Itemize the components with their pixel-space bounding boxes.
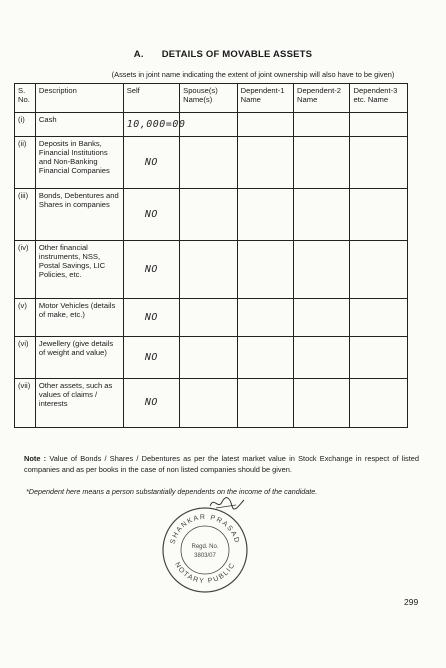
handwritten-value: NO	[144, 263, 158, 275]
handwritten-value: 10,000=00	[126, 118, 186, 130]
row-sno: (iv)	[15, 241, 36, 299]
row-spouse-cell	[180, 299, 237, 337]
row-dep2-cell	[294, 241, 350, 299]
row-description: Jewellery (give details of weight and value)	[35, 337, 123, 379]
row-self-value	[123, 241, 179, 299]
svg-text:NOTARY PUBLIC	[173, 561, 237, 585]
row-description: Cash	[35, 113, 123, 137]
row-description: Deposits in Banks, Financial Institutions and Non-Banking Financial Companies	[35, 137, 123, 189]
row-spouse-cell	[180, 189, 237, 241]
table-row	[15, 299, 408, 337]
row-spouse-cell	[180, 241, 237, 299]
header-self: Self	[123, 84, 179, 113]
row-description: Motor Vehicles (details of make, etc.)	[35, 299, 123, 337]
stamp-bottom-text: NOTARY PUBLIC	[173, 561, 237, 586]
header-dependent-1: Dependent-1 Name	[237, 84, 293, 113]
row-dep1-cell	[237, 299, 293, 337]
row-self-value	[123, 189, 179, 241]
row-dep3-cell	[350, 241, 408, 299]
table-row	[15, 113, 408, 137]
row-dep1-cell	[237, 189, 293, 241]
row-spouse-cell	[180, 379, 237, 428]
row-dep2-cell	[294, 113, 350, 137]
row-description: Other assets, such as values of claims / interests	[35, 379, 123, 428]
footnote: *Dependent here means a person substantially dependents on the income of the candidate.	[26, 487, 318, 496]
stamp-top-text: SHANKAR PRASAD	[169, 513, 241, 545]
row-dep3-cell	[350, 299, 408, 337]
row-dep3-cell	[350, 337, 408, 379]
stamp-regd-label: Regd. No.	[191, 544, 219, 550]
header-dependent-3: Dependent-3 etc. Name	[350, 84, 408, 113]
section-subheading: (Assets in joint name indicating the extent of joint ownership will also have to be given)	[111, 70, 395, 79]
stamp-regd-number: 3803/07	[194, 553, 216, 559]
note-label: Note :	[24, 454, 47, 463]
header-description: Description	[35, 84, 123, 113]
row-dep2-cell	[294, 337, 350, 379]
header-spouse: Spouse(s) Name(s)	[180, 84, 237, 113]
row-dep1-cell	[237, 137, 293, 189]
row-description: Other financial instruments, NSS, Postal Savings, LIC Policies, etc.	[35, 241, 123, 299]
handwritten-value: NO	[144, 311, 158, 323]
table-row	[15, 337, 408, 379]
handwritten-value: NO	[144, 208, 158, 220]
row-dep3-cell	[350, 189, 408, 241]
section-heading	[0, 49, 446, 60]
row-dep1-cell	[237, 379, 293, 428]
table-row	[15, 137, 408, 189]
row-dep1-cell	[237, 241, 293, 299]
row-spouse-cell	[180, 137, 237, 189]
row-dep3-cell	[350, 379, 408, 428]
row-sno: (i)	[15, 113, 36, 137]
row-dep3-cell	[350, 137, 408, 189]
section-title: DETAILS OF MOVABLE ASSETS	[161, 49, 313, 60]
handwritten-value: NO	[144, 156, 158, 168]
row-sno: (ii)	[15, 137, 36, 189]
row-dep2-cell	[294, 189, 350, 241]
section-number: A.	[133, 49, 144, 60]
row-dep1-cell	[237, 337, 293, 379]
row-spouse-cell	[180, 337, 237, 379]
notary-stamp	[160, 504, 250, 596]
row-dep2-cell	[294, 379, 350, 428]
table-header-row	[15, 84, 408, 113]
row-dep2-cell	[294, 137, 350, 189]
row-dep1-cell	[237, 113, 293, 137]
row-self-value	[123, 113, 186, 137]
table-row	[15, 379, 408, 428]
row-self-value	[123, 137, 179, 189]
row-self-value	[123, 299, 179, 337]
row-dep2-cell	[294, 299, 350, 337]
note	[24, 453, 419, 476]
row-sno: (vii)	[15, 379, 36, 428]
svg-text:SHANKAR PRASAD	[170, 514, 241, 545]
row-description: Bonds, Debentures and Shares in companies	[35, 189, 123, 241]
row-self-value	[123, 379, 179, 428]
table-row	[15, 241, 408, 299]
row-self-value	[123, 337, 179, 379]
row-sno: (iii)	[15, 189, 36, 241]
row-sno: (vi)	[15, 337, 36, 379]
note-text: Value of Bonds / Shares / Debentures as per the latest market value in Stock Exchange in respect of listed companies and as per books in the case of non listed companies should be given.	[24, 454, 419, 475]
handwritten-value: NO	[144, 351, 158, 363]
row-spouse-cell	[180, 113, 237, 137]
header-dependent-2: Dependent-2 Name	[294, 84, 350, 113]
header-sno: S. No.	[15, 84, 36, 113]
page-number: 299	[404, 597, 419, 607]
row-sno: (v)	[15, 299, 36, 337]
row-dep3-cell	[350, 113, 408, 137]
handwritten-value: NO	[144, 397, 158, 408]
table-row	[15, 189, 408, 241]
movable-assets-table	[14, 83, 408, 428]
